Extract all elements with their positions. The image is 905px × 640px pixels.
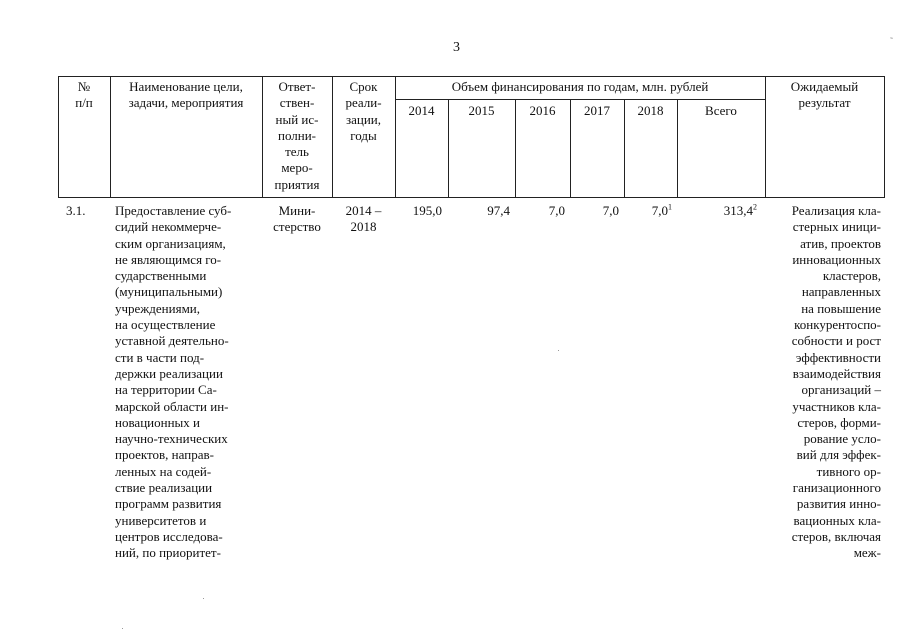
footnote-mark: 2 (753, 202, 757, 212)
row-name-line: ским организациям, (115, 235, 226, 251)
header-term-line: Срок (349, 79, 378, 94)
header-executor (262, 79, 332, 193)
header-num (58, 79, 110, 112)
row-name-line: сидий некоммерче- (115, 219, 222, 235)
header-executor-line: приятия (274, 176, 320, 192)
row-name-line: научно-технических (115, 431, 228, 447)
row-result-line: инновационных (792, 251, 881, 267)
header-executor-line: ный ис- (275, 111, 319, 127)
row-executor (262, 203, 332, 236)
header-term-line: реали- (345, 95, 382, 111)
row-result-line: конкурентоспо- (794, 317, 881, 333)
value-2018-number: 7,0 (651, 203, 668, 218)
header-term-line: годы (350, 127, 377, 143)
row-executor-line: Мини- (278, 203, 316, 218)
header-executor-line: полни- (277, 127, 317, 143)
row-name-line: университетов и (115, 512, 207, 528)
row-result-line: эффективности (795, 349, 881, 365)
value-2015: 97,4 (487, 203, 510, 218)
header-year-2014: 2014 (408, 103, 435, 118)
row-name-line: держки реализации (115, 365, 223, 381)
header-name (110, 79, 262, 112)
header-funding-title: Объем финансирования по годам, млн. рублей (451, 79, 709, 94)
header-result-line: Ожидаемый (790, 79, 859, 94)
row-result-line: стеров, форми- (797, 414, 881, 430)
header-num-line: № (77, 79, 91, 94)
years-divider (395, 99, 765, 100)
row-result-line: Реализация кла- (791, 203, 881, 218)
scan-speck (558, 350, 559, 351)
row-term (332, 203, 395, 236)
row-result-line: вационных кла- (793, 512, 881, 528)
header-name-line: Наименование цели, (129, 79, 243, 94)
row-name-line: на осуществление (115, 317, 216, 333)
header-num-line: п/п (75, 95, 93, 111)
value-2018 (624, 203, 672, 219)
row-name-line: ний, по приоритет- (115, 545, 221, 561)
row-name-line: (муниципальными) (115, 284, 223, 300)
scan-speck (122, 628, 123, 629)
value-total (677, 203, 757, 219)
row-result-line: атив, проектов (800, 235, 881, 251)
row-result-line: взаимодействия (792, 365, 881, 381)
col-divider (884, 76, 885, 198)
header-year-2016: 2016 (529, 103, 556, 118)
row-name (115, 203, 261, 562)
row-num: 3.1. (66, 203, 86, 218)
row-term-line: 2018 (350, 219, 377, 235)
row-name-line: учреждениями, (115, 300, 201, 316)
header-executor-line: меро- (281, 160, 313, 176)
row-result-line: участников кла- (792, 398, 881, 414)
value-2014: 195,0 (412, 203, 442, 218)
scan-artifact: ˜ (890, 36, 893, 46)
header-bottom-line (58, 197, 885, 198)
scan-speck (203, 598, 204, 599)
row-name-line: Предоставление суб- (115, 203, 232, 218)
row-name-line: марской области ин- (115, 398, 229, 414)
row-result-line: рование усло- (803, 431, 881, 447)
row-result-line: развития инно- (796, 496, 881, 512)
row-result (766, 203, 881, 562)
row-name-line: не являющимся го- (115, 251, 222, 267)
header-term (332, 79, 395, 144)
row-executor-line: стерство (273, 219, 321, 235)
header-year-2015: 2015 (468, 103, 495, 118)
value-2016: 7,0 (548, 203, 565, 218)
row-result-line: организаций – (801, 382, 881, 398)
row-result-line: меж- (853, 545, 881, 561)
row-result-line: вий для эффек- (796, 447, 881, 463)
row-result-line: ганизационного (792, 480, 881, 496)
row-term-line: 2014 – (345, 203, 382, 218)
footnote-mark: 1 (668, 202, 672, 212)
row-result-line: на повышение (801, 300, 881, 316)
row-name-line: ленных на содей- (115, 463, 212, 479)
row-name-line: новационных и (115, 414, 200, 430)
row-name-line: центров исследова- (115, 528, 223, 544)
table-border-top (58, 76, 885, 77)
header-year-2018: 2018 (637, 103, 664, 118)
header-total: Всего (705, 103, 737, 118)
page-number: 3 (453, 40, 460, 55)
row-name-line: сти в части под- (115, 349, 205, 365)
row-result-line: стерных иници- (792, 219, 881, 235)
row-result-line: кластеров, (822, 268, 881, 284)
header-executor-line: ствен- (279, 95, 315, 111)
header-year-2017: 2017 (584, 103, 610, 118)
row-name-line: сударственными (115, 268, 207, 284)
row-result-line: собности и рост (791, 333, 881, 349)
row-name-line: программ развития (115, 496, 222, 512)
row-result-line: направленных (801, 284, 881, 300)
row-name-line: проектов, направ- (115, 447, 214, 463)
row-name-line: на территории Са- (115, 382, 217, 398)
header-result (765, 79, 884, 112)
row-name-line: ствие реализации (115, 480, 213, 496)
row-result-line: тивного ор- (816, 463, 881, 479)
row-result-line: стеров, включая (791, 528, 881, 544)
row-name-line: уставной деятельно- (115, 333, 229, 349)
header-result-line: результат (798, 95, 851, 111)
header-term-line: зации, (345, 111, 382, 127)
header-executor-line: тель (285, 144, 309, 160)
header-name-line: задачи, мероприятия (128, 95, 244, 111)
value-2017: 7,0 (602, 203, 619, 218)
header-executor-line: Ответ- (278, 79, 316, 94)
value-total-number: 313,4 (723, 203, 753, 218)
